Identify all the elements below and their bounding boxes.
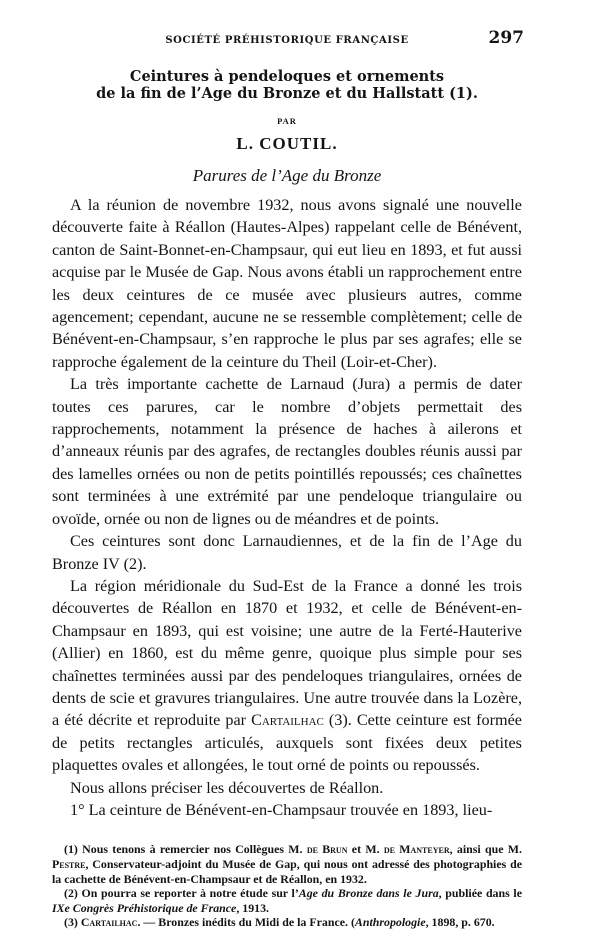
paragraph-4-tail: (3). Cette ceinture est formée de petits rectangles articulés, auxquels sont fixées deux petites plaquettes ovales et allongées, le tout orné de points ou repoussés. <box>52 711 522 775</box>
footnote-1-name-3: Pestre <box>52 856 86 871</box>
footnote-3-journal: Anthropologie <box>354 915 426 930</box>
footnote-2-text-a: (2) On pourra se reporter à notre étude sur l’ <box>64 886 299 901</box>
footnote-3-text-c: , 1898, p. 670. <box>425 915 495 930</box>
author-name: L. COUTIL. <box>236 134 338 153</box>
article-title-line-1: Ceintures à pendeloques et ornements <box>129 68 445 85</box>
article-title <box>52 68 522 102</box>
article-title-line-2: de la fin de l’Age du Bronze et du Hallstatt (1). <box>96 85 478 102</box>
footnote-2-text-b: , publiée dans le <box>438 886 522 901</box>
paragraph-1: A la réunion de novembre 1932, nous avons signalé une nouvelle découverte faite à Réallon (Hautes-Alpes) rappelant celle de Bénévent, canton de Saint-Bonnet-en-Champsaur, qui eut lieu en 1893, et fut aussi acquise par le Musée de Gap. Nous avons établi un rapprochement entre les deux ceintures de ce musée avec plusieurs autres, comme agencement; cependant, aucune ne se ressemble complètement; celle de Bénévent-en-Champsaur, s’en rapproche le plus par ses agrafes; elle se rapproche également de la ceinture du Theil (Loir-et-Cher). <box>52 196 522 371</box>
section-heading: Parures de l’Age du Bronze <box>192 166 382 185</box>
paragraph-6: 1° La ceinture de Bénévent-en-Champsaur trouvée en 1893, lieu- <box>70 800 493 819</box>
footnote-2-text-c: , 1913. <box>236 900 270 915</box>
footnote-3-name: Cartailhac <box>80 915 138 930</box>
footnote-2-title-2: IXe Congrès Préhistorique de France <box>52 900 237 915</box>
paragraph-5: Nous allons préciser les découvertes de Réallon. <box>70 778 384 797</box>
footnote-1-text-a: (1) Nous tenons à remercier nos Collègues M. <box>64 842 307 857</box>
footnote-1-name-2: de Manteyer <box>383 842 450 857</box>
paragraph-3: Ces ceintures sont donc Larnaudiennes, et de la fin de l’Age du Bronze IV (2). <box>52 532 522 573</box>
footnote-1-name-1: de Brun <box>306 842 348 857</box>
footnote-1 <box>52 842 522 886</box>
byline-par: PAR <box>277 116 297 126</box>
body-text <box>52 194 522 821</box>
footnote-1-text-c: , ainsi que M. <box>449 842 522 857</box>
paragraph-2: La très importante cachette de Larnaud (Jura) a permis de dater toutes ces parures, car le nombre d’objets permettait des rapprochements, notamment la présence de haches à ailerons et d’anneaux réunis par des agrafes, de rectangles doubles réunis aussi par des lamelles ornées ou non de petits pointillés repoussés; ces chaînettes sont terminées à une extrémité par une pendeloque triangulaire ou ovoïde, ornée ou non de lignes ou de méandres et de points. <box>52 375 522 528</box>
paragraph-4-text: La région méridionale du Sud-Est de la France a donné les trois découvertes de Réallon en 1870 et 1932, et celle de Bénévent-en-Champsaur en 1893, qui est voisine; une autre de la Ferté-Hauterive (Allier) en 1860, est du même genre, quoique plus simple pour ses chaînettes terminées aussi par des pendeloques triangulaires, ornées de dents de scie et gravures triangulaires. Une autre trouvée dans la Lozère, a été décrite et reproduite par <box>52 576 522 730</box>
author-reference: Cartailhac <box>251 711 324 730</box>
page <box>52 28 522 930</box>
footnotes <box>52 842 522 930</box>
footnote-1-text-d: , Conservateur-adjoint du Musée de Gap, qui nous ont adressé des photographies de la cachette de Bénévent-en-Champsaur et de Réallon, en 1932. <box>52 856 522 886</box>
page-number: 297 <box>488 28 524 48</box>
footnote-3 <box>52 915 522 930</box>
footnote-1-text-b: et M. <box>347 842 384 857</box>
running-head <box>52 28 522 50</box>
footnote-3-text-b: . — Bronzes inédits du Midi de la France. ( <box>137 915 355 930</box>
running-title: SOCIÉTÉ PRÉHISTORIQUE FRANÇAISE <box>165 35 409 46</box>
footnote-2-title-1: Age du Bronze dans le Jura <box>298 886 439 901</box>
paragraph-4 <box>52 575 522 777</box>
footnote-3-text-a: (3) <box>64 915 81 930</box>
